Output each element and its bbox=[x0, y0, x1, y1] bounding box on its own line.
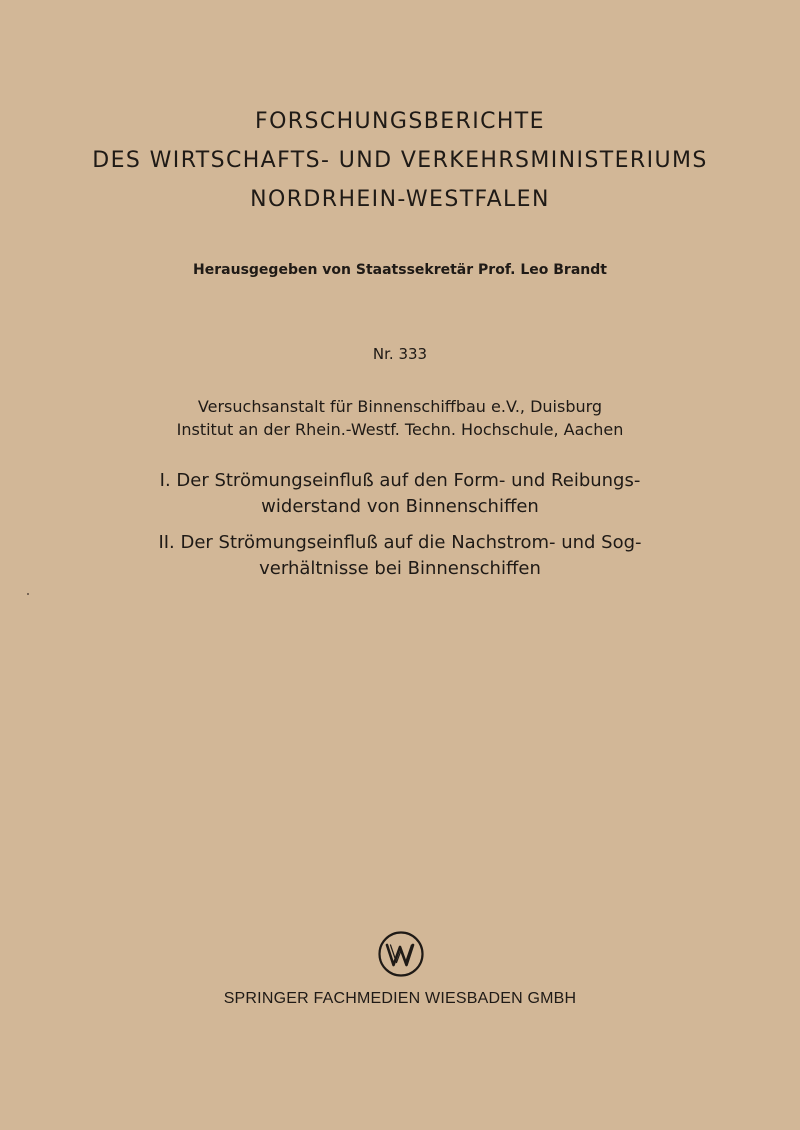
report-title-2-line-1: II. Der Strömungseinfluß auf die Nachstrom- und Sog- bbox=[158, 532, 642, 553]
series-title-line-1: FORSCHUNGSBERICHTE bbox=[255, 109, 545, 134]
series-title bbox=[0, 102, 800, 219]
print-speck bbox=[27, 593, 29, 595]
report-title-1-line-2: widerstand von Binnenschiffen bbox=[261, 496, 539, 517]
report-title-2 bbox=[0, 530, 800, 582]
institute-block bbox=[0, 395, 800, 441]
report-title-1-line-1: I. Der Strömungseinfluß auf den Form- und Reibungs- bbox=[159, 470, 641, 491]
institute-line-2: Institut an der Rhein.-Westf. Techn. Hochschule, Aachen bbox=[176, 420, 624, 439]
report-title-2-line-2: verhältnisse bei Binnenschiffen bbox=[259, 558, 541, 579]
springer-w-logo-icon bbox=[377, 930, 425, 978]
series-title-line-3: NORDRHEIN-WESTFALEN bbox=[250, 187, 550, 212]
institute-line-1: Versuchsanstalt für Binnenschiffbau e.V., Duisburg bbox=[197, 397, 603, 416]
report-number: Nr. 333 bbox=[372, 345, 428, 363]
editor-line: Herausgegeben von Staatssekretär Prof. Leo Brandt bbox=[193, 262, 607, 278]
publisher-name: SPRINGER FACHMEDIEN WIESBADEN GMBH bbox=[223, 990, 577, 1007]
series-title-line-2: DES WIRTSCHAFTS- UND VERKEHRSMINISTERIUMS bbox=[92, 148, 708, 173]
report-title-1 bbox=[0, 468, 800, 520]
report-titles bbox=[0, 468, 800, 582]
